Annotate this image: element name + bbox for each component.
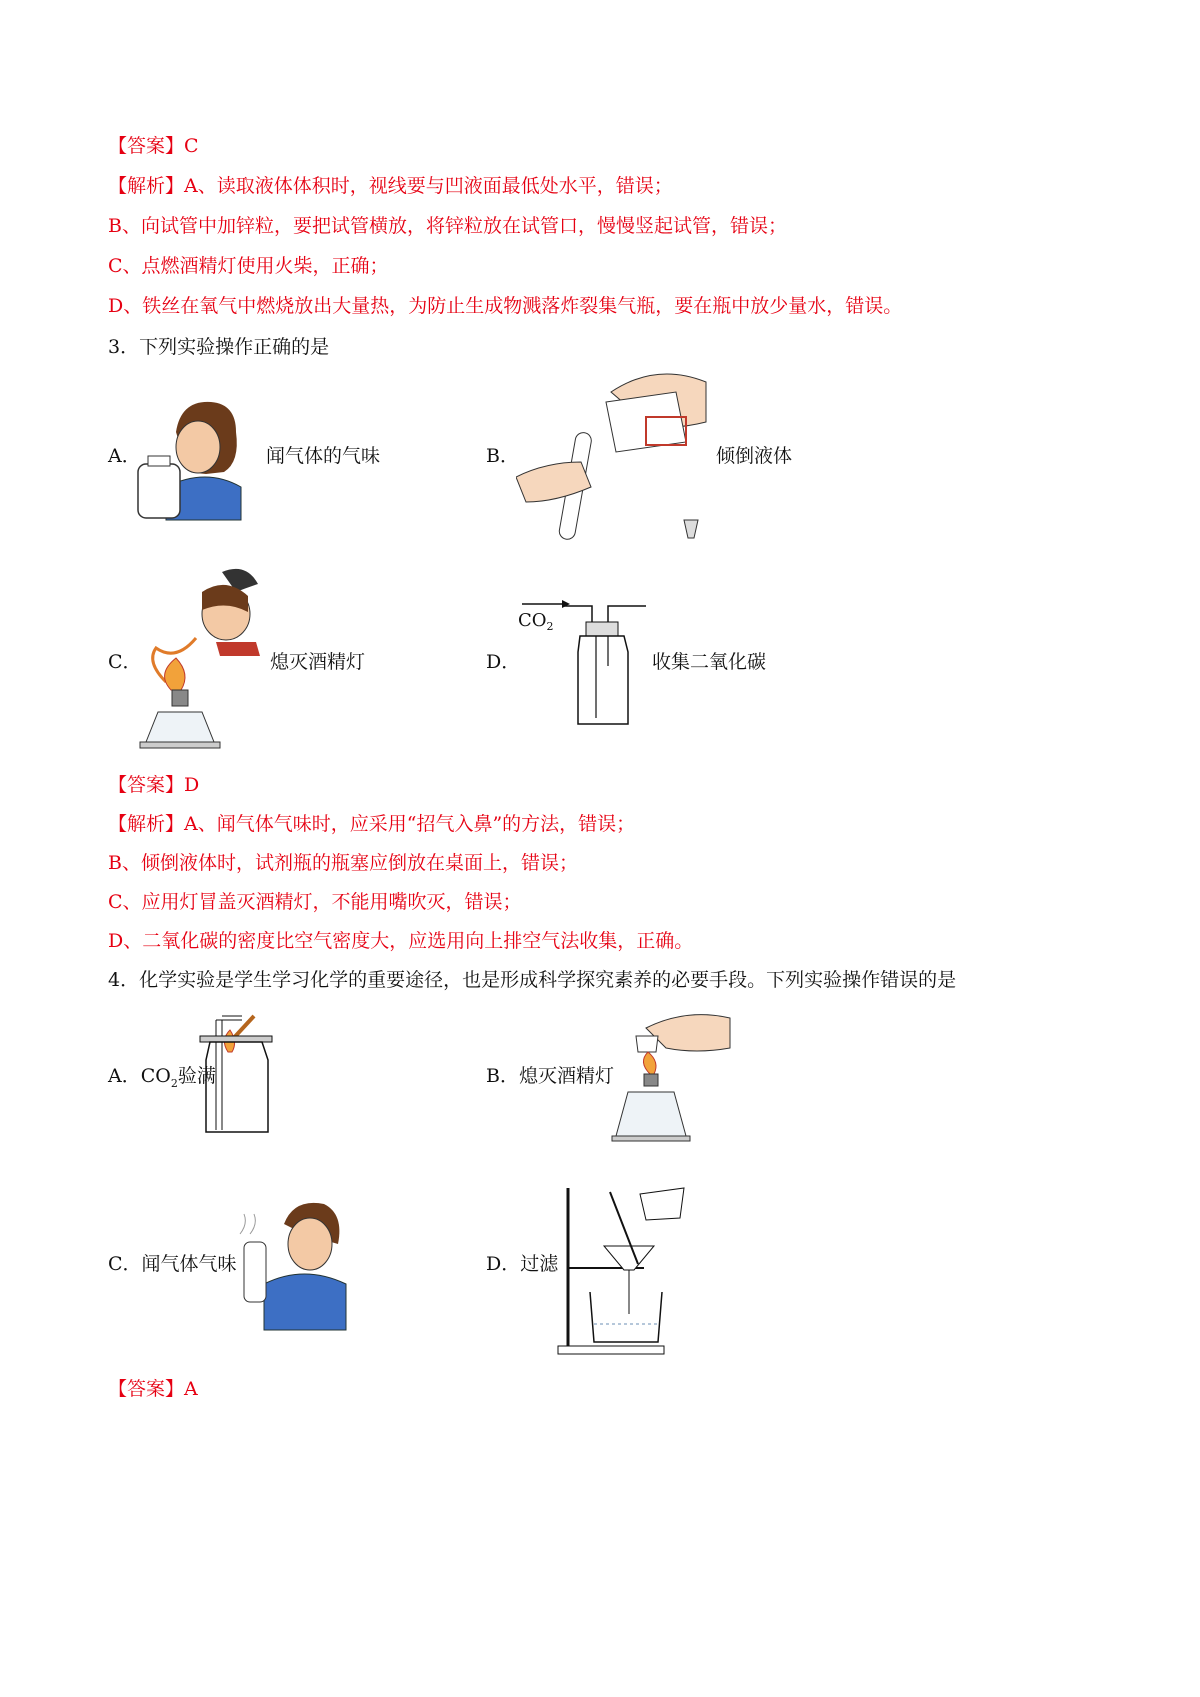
- q4-option-a-caption: A．$CO_2$验满: [108, 1065, 216, 1090]
- q3-figure-collect-co2: [516, 596, 652, 730]
- analysis-tag: 【解析】: [108, 175, 185, 197]
- q4-figure-smell-gas: [234, 1194, 348, 1332]
- q4-figure-co2-full-test: [196, 1012, 280, 1136]
- q4-answer: [108, 1377, 198, 1401]
- q3-analysis-line-2: B、倾倒液体时，试剂瓶的瓶塞应倒放在桌面上，错误；: [108, 852, 578, 874]
- q4-figure-filtration: [554, 1184, 694, 1358]
- q3-stem: 3．下列实验操作正确的是: [108, 336, 330, 358]
- answer-value: D: [184, 774, 200, 796]
- co2-subscript: 2: [546, 620, 554, 633]
- analysis-tag: 【解析】: [108, 813, 185, 835]
- q3-figure-pour-liquid: [516, 362, 716, 546]
- q3-option-d-caption: 收集二氧化碳: [652, 651, 767, 673]
- answer-value: C: [184, 135, 199, 157]
- q3-option-a-letter: A．: [108, 445, 141, 467]
- q3-option-b-caption: 倾倒液体: [716, 445, 793, 467]
- q3-figure-smell-gas: [136, 392, 246, 522]
- q3-option-a-caption: 闻气体的气味: [266, 445, 381, 467]
- q2-analysis-line-3: C、点燃酒精灯使用火柴，正确；: [108, 255, 389, 277]
- q4-stem: 4．化学实验是学生学习化学的重要途径，也是形成科学探究素养的必要手段。下列实验操作错误的是: [108, 969, 957, 991]
- q4-figure-lamp-cap: [606, 1008, 734, 1144]
- answer-tag: 【答案】: [108, 1378, 185, 1400]
- q2-answer: [108, 134, 199, 158]
- q2-analysis-line-2: B、向试管中加锌粒，要把试管横放，将锌粒放在试管口，慢慢竖起试管，错误；: [108, 215, 787, 237]
- q3-analysis-line-3: C、应用灯冒盖灭酒精灯，不能用嘴吹灭，错误；: [108, 891, 522, 913]
- q3-option-b-letter: B．: [486, 445, 519, 467]
- q4-option-d-caption: D．过滤: [486, 1253, 559, 1275]
- q3-figure-blow-lamp: [136, 562, 266, 754]
- svg-text:CO2: [518, 610, 554, 633]
- q3-analysis-line-4: D、二氧化碳的密度比空气密度大，应选用向上排空气法收集，正确。: [108, 930, 694, 952]
- q4-option-c-caption: C．闻气体气味: [108, 1253, 237, 1275]
- q2-analysis-line-4: D、铁丝在氧气中燃烧放出大量热，为防止生成物溅落炸裂集气瓶，要在瓶中放少量水，错误。: [108, 295, 903, 317]
- answer-value: A: [184, 1378, 198, 1400]
- q3-option-d-letter: D．: [486, 651, 521, 673]
- q3-option-c-letter: C．: [108, 651, 142, 673]
- q3-answer: [108, 773, 199, 797]
- answer-tag: 【答案】: [108, 135, 185, 157]
- q2-analysis-line-1: 【解析】A、读取液体体积时，视线要与凹液面最低处水平，错误；: [108, 175, 673, 197]
- q4-option-b-caption: B．熄灭酒精灯: [486, 1065, 614, 1087]
- q3-analysis-line-1: 【解析】A、闻气体气味时，应采用“招气入鼻”的方法，错误；: [108, 813, 636, 835]
- answer-tag: 【答案】: [108, 774, 185, 796]
- co2-label: CO: [518, 610, 547, 631]
- q3-option-c-caption: 熄灭酒精灯: [270, 651, 366, 673]
